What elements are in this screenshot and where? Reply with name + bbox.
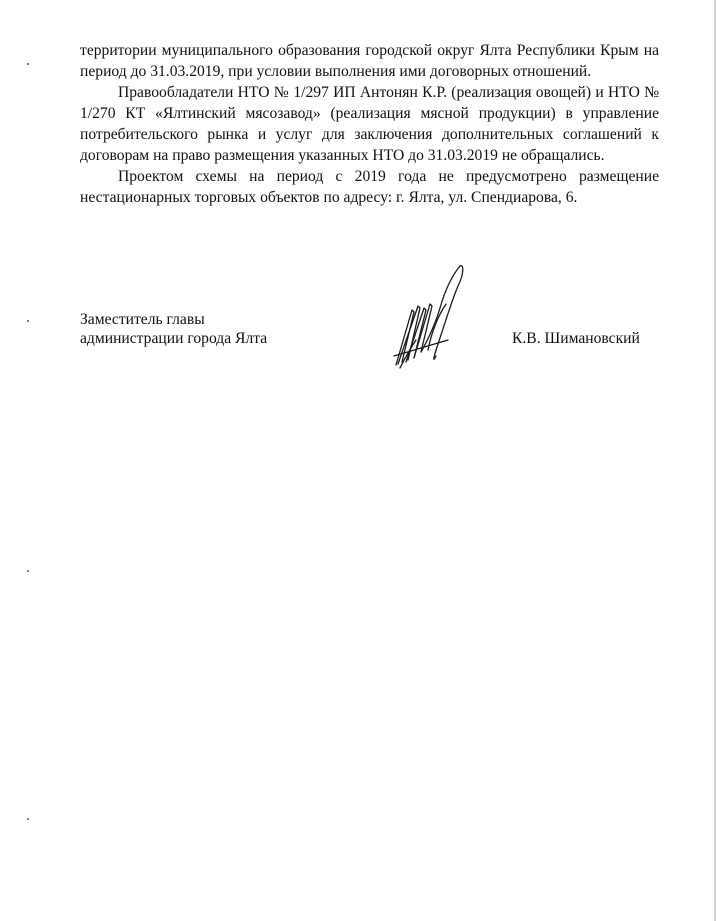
scan-mark bbox=[27, 570, 29, 572]
handwritten-signature bbox=[388, 260, 472, 372]
signatory-title bbox=[80, 310, 267, 348]
paragraph-rights-holders: Правообладатели НТО № 1/297 ИП Антонян К.Р. (реализация овощей) и НТО № 1/270 КТ «Ялтинский мясозавод» (реализация мясной продукции) в управление потребительского рынка и услуг для заключения дополнительных соглашений к договорам на право размещения указанных НТО до 31.03.2019 не обращались. bbox=[80, 84, 659, 164]
signatory-name: К.В. Шимановский bbox=[512, 330, 640, 347]
scan-mark bbox=[27, 320, 29, 322]
letter-body bbox=[80, 40, 659, 208]
signatory-title-line2: администрации города Ялта bbox=[80, 330, 268, 347]
scan-mark bbox=[27, 818, 29, 820]
paragraph-scheme-project: Проектом схемы на период с 2019 года не предусмотрено размещение нестационарных торговых объектов по адресу: г. Ялта, ул. Спендиарова, 6. bbox=[80, 168, 659, 206]
paragraph-continuation: территории муниципального образования городской округ Ялта Республики Крым на период до 31.03.2019, при условии выполнения ими договорных отношений. bbox=[80, 42, 659, 80]
scan-mark bbox=[27, 63, 29, 65]
signatory-title-line1: Заместитель главы bbox=[80, 311, 205, 328]
